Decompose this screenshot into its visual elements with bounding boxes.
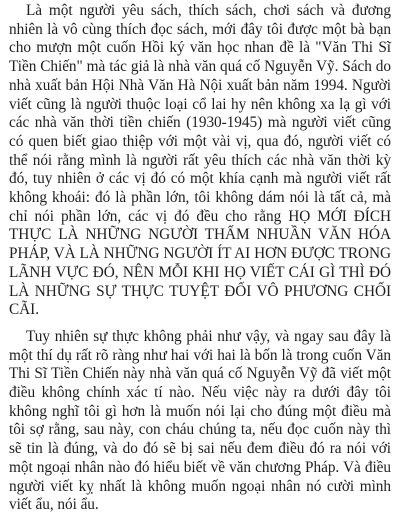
paragraph-2: Tuy nhiên sự thực không phải như vậy, và ngay sau đây là một thí dụ rất rõ ràng như hai với hai là bốn là trong cuốn Văn Thi Sĩ Tiền Chiến này nhà văn quá cố Nguyễn Vỹ đã viết một điều không chính xác tí nào. Nếu việc này ra dưới đây tôi không nghĩ tôi gì hơn là muốn nói lại cho đúng một điều mà tôi sợ rằng, sau này, con cháu chúng ta, nếu đọc cuốn này thì sẽ tin là đúng, và do đó sẽ bị sai nếu đem điều đó ra nói với một ngoại nhân nào đó hiểu biết về văn chương Pháp. Và điều người viết kỵ nhất là không muốn ngoại nhân nó cười mình viết ẩu, nói ẩu. <box>9 327 391 514</box>
paragraph-1: Là một người yêu sách, thích sách, chơi sách và đương nhiên là vô cùng thích đọc sách, mới đây tôi được một bà bạn cho mượn một cuốn Hồi ký văn học nhan đề là "Văn Thi Sĩ Tiền Chiến" mà tác giả là nhà văn quá cố Nguyễn Vỹ. Sách do nhà xuất bản Hội Nhà Văn Hà Nội xuất bản năm 1994. Người viết cũng là người thuộc loại cổ lai hy nên không xa lạ gì với các nhà văn thời tiền chiến (1930-1945) mà người viết cũng có quen biết giao thiệp với một vài vị, qua đó, người viết có thể nói rằng mình là người rất yêu thích các nhà văn thời kỳ đó, tuy nhiên ở các vị đó có một khía cạnh mà người viết rất không khoái: đó là phần lớn, tôi không dám nói là tất cả, mà chỉ nói phần lớn, các vị đó đều cho rằng HỌ MỚI ĐÍCH THỰC LÀ NHỮNG NGƯỜI THẤM NHUẦN VĂN HÓA PHÁP, VÀ LÀ NHỮNG NGƯỜI ÍT AI HƠN ĐƯỢC TRONG LÃNH VỰC ĐÓ, NÊN MỖI KHI HỌ VIẾT CÁI GÌ THÌ ĐÓ LÀ NHỮNG SỰ THỰC TUYỆT ĐỐI VÔ PHƯƠNG CHỐI CÃI. <box>9 2 391 319</box>
